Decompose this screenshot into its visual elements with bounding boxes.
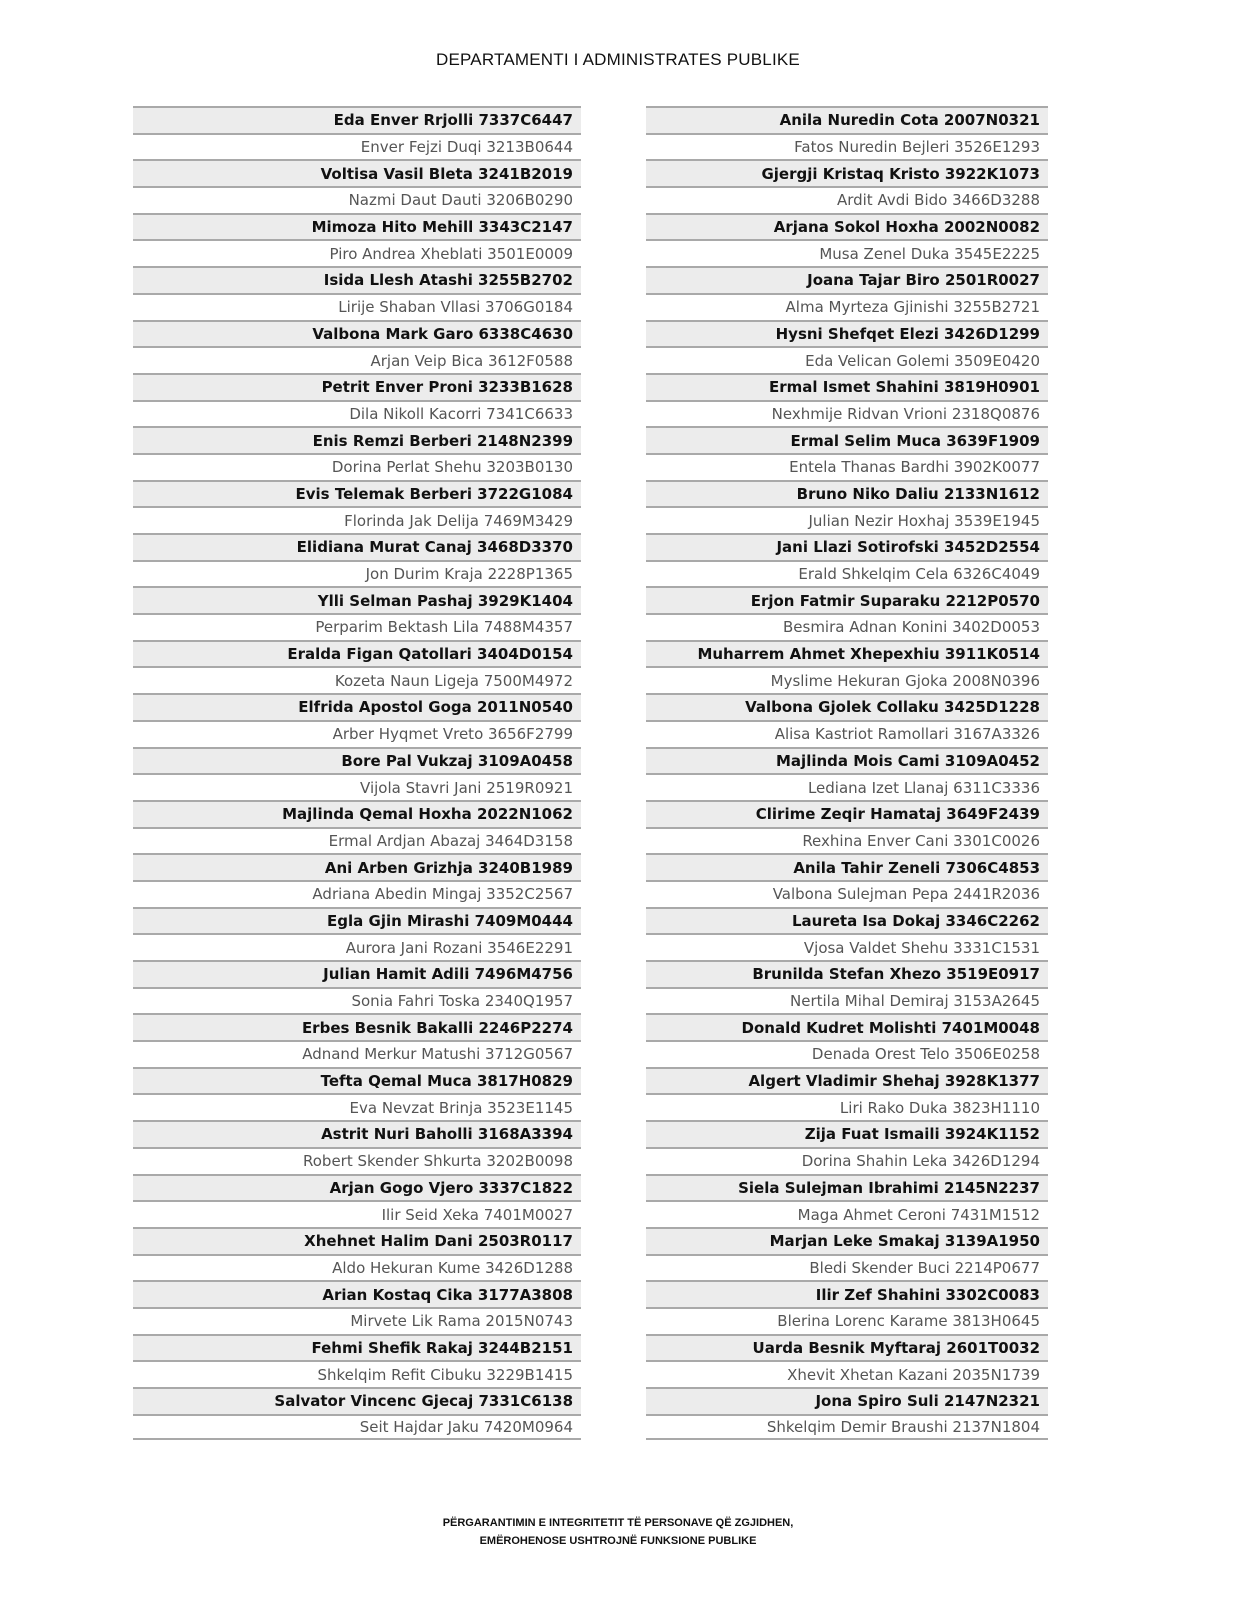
list-item: Petrit Enver Proni 3233B1628: [133, 373, 581, 400]
list-item: Algert Vladimir Shehaj 3928K1377: [646, 1067, 1048, 1094]
list-item: Xhehnet Halim Dani 2503R0117: [133, 1227, 581, 1254]
list-item: Nertila Mihal Demiraj 3153A2645: [646, 987, 1048, 1014]
list-item: Ardit Avdi Bido 3466D3288: [646, 186, 1048, 213]
list-item: Vijola Stavri Jani 2519R0921: [133, 773, 581, 800]
list-item: Dorina Perlat Shehu 3203B0130: [133, 453, 581, 480]
list-item: Arian Kostaq Cika 3177A3808: [133, 1280, 581, 1307]
page-title: DEPARTAMENTI I ADMINISTRATES PUBLIKE: [436, 50, 800, 69]
list-item: Aurora Jani Rozani 3546E2291: [133, 933, 581, 960]
list-item: Clirime Zeqir Hamataj 3649F2439: [646, 800, 1048, 827]
list-item: Donald Kudret Molishti 7401M0048: [646, 1013, 1048, 1040]
list-item: Eda Enver Rrjolli 7337C6447: [133, 106, 581, 133]
list-item: Enis Remzi Berberi 2148N2399: [133, 426, 581, 453]
list-item: Erald Shkelqim Cela 6326C4049: [646, 560, 1048, 587]
list-item: Majlinda Qemal Hoxha 2022N1062: [133, 800, 581, 827]
list-item: Ilir Seid Xeka 7401M0027: [133, 1200, 581, 1227]
list-item: Valbona Mark Garo 6338C4630: [133, 320, 581, 347]
list-item: Arjan Veip Bica 3612F0588: [133, 346, 581, 373]
list-item: Arjan Gogo Vjero 3337C1822: [133, 1174, 581, 1201]
list-item: Gjergji Kristaq Kristo 3922K1073: [646, 159, 1048, 186]
list-item: Eva Nevzat Brinja 3523E1145: [133, 1093, 581, 1120]
list-item: Nazmi Daut Dauti 3206B0290: [133, 186, 581, 213]
list-item: Enver Fejzi Duqi 3213B0644: [133, 133, 581, 160]
list-item: Myslime Hekuran Gjoka 2008N0396: [646, 666, 1048, 693]
list-item: Dila Nikoll Kacorri 7341C6633: [133, 400, 581, 427]
list-item: Tefta Qemal Muca 3817H0829: [133, 1067, 581, 1094]
list-item: Uarda Besnik Myftaraj 2601T0032: [646, 1334, 1048, 1361]
list-item: Zija Fuat Ismaili 3924K1152: [646, 1120, 1048, 1147]
list-item: Joana Tajar Biro 2501R0027: [646, 266, 1048, 293]
list-item: Arjana Sokol Hoxha 2002N0082: [646, 213, 1048, 240]
list-item: Mimoza Hito Mehill 3343C2147: [133, 213, 581, 240]
list-item: Florinda Jak Delija 7469M3429: [133, 506, 581, 533]
list-item: Erbes Besnik Bakalli 2246P2274: [133, 1013, 581, 1040]
list-item: Anila Tahir Zeneli 7306C4853: [646, 853, 1048, 880]
list-item: Dorina Shahin Leka 3426D1294: [646, 1147, 1048, 1174]
list-item: Nexhmije Ridvan Vrioni 2318Q0876: [646, 400, 1048, 427]
list-item: Maga Ahmet Ceroni 7431M1512: [646, 1200, 1048, 1227]
list-item: Anila Nuredin Cota 2007N0321: [646, 106, 1048, 133]
list-item: Bledi Skender Buci 2214P0677: [646, 1254, 1048, 1281]
list-item: Shkelqim Refit Cibuku 3229B1415: [133, 1360, 581, 1387]
list-item: Shkelqim Demir Braushi 2137N1804: [646, 1414, 1048, 1441]
list-item: Mirvete Lik Rama 2015N0743: [133, 1307, 581, 1334]
list-item: Bruno Niko Daliu 2133N1612: [646, 480, 1048, 507]
list-item: Kozeta Naun Ligeja 7500M4972: [133, 666, 581, 693]
list-item: Ylli Selman Pashaj 3929K1404: [133, 586, 581, 613]
list-item: Brunilda Stefan Xhezo 3519E0917: [646, 960, 1048, 987]
list-item: Bore Pal Vukzaj 3109A0458: [133, 747, 581, 774]
footer: [0, 1514, 1236, 1550]
list-item: Majlinda Mois Cami 3109A0452: [646, 747, 1048, 774]
list-item: Fatos Nuredin Bejleri 3526E1293: [646, 133, 1048, 160]
list-item: Alma Myrteza Gjinishi 3255B2721: [646, 293, 1048, 320]
list-item: Robert Skender Shkurta 3202B0098: [133, 1147, 581, 1174]
left-name-list: [133, 106, 581, 1440]
list-item: Entela Thanas Bardhi 3902K0077: [646, 453, 1048, 480]
footer-line-1: PËRGARANTIMIN E INTEGRITETIT TË PERSONAVE QË ZGJIDHEN,: [442, 1517, 794, 1529]
list-item: Piro Andrea Xheblati 3501E0009: [133, 239, 581, 266]
footer-line-2: EMËROHENOSE USHTROJNË FUNKSIONE PUBLIKE: [479, 1535, 757, 1547]
list-item: Egla Gjin Mirashi 7409M0444: [133, 907, 581, 934]
list-item: Arber Hyqmet Vreto 3656F2799: [133, 720, 581, 747]
list-item: Eda Velican Golemi 3509E0420: [646, 346, 1048, 373]
list-item: Voltisa Vasil Bleta 3241B2019: [133, 159, 581, 186]
list-item: Blerina Lorenc Karame 3813H0645: [646, 1307, 1048, 1334]
list-item: Jani Llazi Sotirofski 3452D2554: [646, 533, 1048, 560]
list-item: Ilir Zef Shahini 3302C0083: [646, 1280, 1048, 1307]
list-item: Valbona Gjolek Collaku 3425D1228: [646, 693, 1048, 720]
list-item: Fehmi Shefik Rakaj 3244B2151: [133, 1334, 581, 1361]
list-item: Xhevit Xhetan Kazani 2035N1739: [646, 1360, 1048, 1387]
list-item: Rexhina Enver Cani 3301C0026: [646, 827, 1048, 854]
list-item: Julian Nezir Hoxhaj 3539E1945: [646, 506, 1048, 533]
list-item: Isida Llesh Atashi 3255B2702: [133, 266, 581, 293]
list-item: Lediana Izet Llanaj 6311C3336: [646, 773, 1048, 800]
list-item: Denada Orest Telo 3506E0258: [646, 1040, 1048, 1067]
list-item: Perparim Bektash Lila 7488M4357: [133, 613, 581, 640]
list-item: Marjan Leke Smakaj 3139A1950: [646, 1227, 1048, 1254]
list-item: Ani Arben Grizhja 3240B1989: [133, 853, 581, 880]
list-item: Elidiana Murat Canaj 3468D3370: [133, 533, 581, 560]
list-item: Salvator Vincenc Gjecaj 7331C6138: [133, 1387, 581, 1414]
list-item: Jona Spiro Suli 2147N2321: [646, 1387, 1048, 1414]
list-item: Jon Durim Kraja 2228P1365: [133, 560, 581, 587]
list-item: Valbona Sulejman Pepa 2441R2036: [646, 880, 1048, 907]
list-item: Siela Sulejman Ibrahimi 2145N2237: [646, 1174, 1048, 1201]
list-item: Lirije Shaban Vllasi 3706G0184: [133, 293, 581, 320]
list-item: Erjon Fatmir Suparaku 2212P0570: [646, 586, 1048, 613]
list-item: Liri Rako Duka 3823H1110: [646, 1093, 1048, 1120]
list-item: Besmira Adnan Konini 3402D0053: [646, 613, 1048, 640]
list-item: Adnand Merkur Matushi 3712G0567: [133, 1040, 581, 1067]
list-item: Ermal Ismet Shahini 3819H0901: [646, 373, 1048, 400]
list-item: Alisa Kastriot Ramollari 3167A3326: [646, 720, 1048, 747]
list-item: Adriana Abedin Mingaj 3352C2567: [133, 880, 581, 907]
list-item: Muharrem Ahmet Xhepexhiu 3911K0514: [646, 640, 1048, 667]
list-item: Julian Hamit Adili 7496M4756: [133, 960, 581, 987]
list-item: Hysni Shefqet Elezi 3426D1299: [646, 320, 1048, 347]
list-item: Aldo Hekuran Kume 3426D1288: [133, 1254, 581, 1281]
list-item: Laureta Isa Dokaj 3346C2262: [646, 907, 1048, 934]
list-item: Ermal Ardjan Abazaj 3464D3158: [133, 827, 581, 854]
list-item: Seit Hajdar Jaku 7420M0964: [133, 1414, 581, 1441]
list-item: Sonia Fahri Toska 2340Q1957: [133, 987, 581, 1014]
list-item: Eralda Figan Qatollari 3404D0154: [133, 640, 581, 667]
list-item: Musa Zenel Duka 3545E2225: [646, 239, 1048, 266]
right-name-list: [646, 106, 1048, 1440]
list-item: Elfrida Apostol Goga 2011N0540: [133, 693, 581, 720]
list-item: Vjosa Valdet Shehu 3331C1531: [646, 933, 1048, 960]
list-item: Ermal Selim Muca 3639F1909: [646, 426, 1048, 453]
list-item: Evis Telemak Berberi 3722G1084: [133, 480, 581, 507]
list-item: Astrit Nuri Baholli 3168A3394: [133, 1120, 581, 1147]
